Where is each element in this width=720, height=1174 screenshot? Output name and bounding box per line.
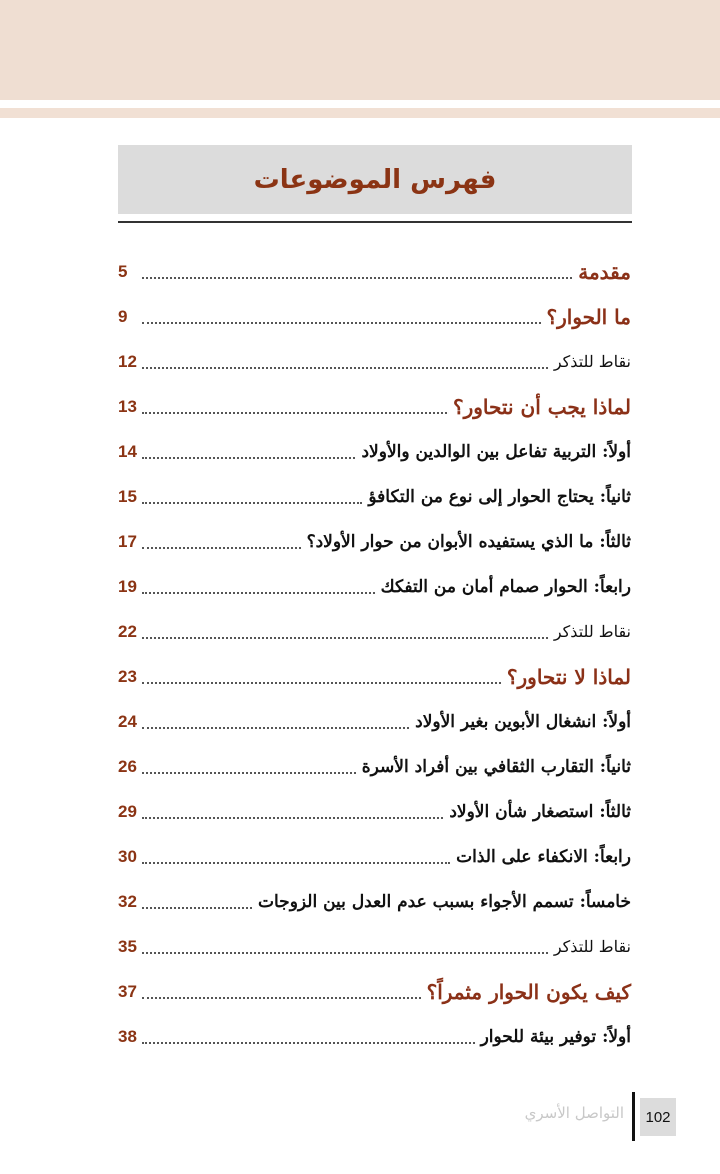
toc-entry-page: 23 [118,666,137,686]
toc-entry[interactable] [118,969,631,1014]
toc-entry[interactable] [118,699,631,744]
dot-leader [142,501,362,504]
toc-entry-label: نقاط للتذكر [553,937,631,956]
toc-entry-page: 32 [118,891,137,911]
toc-entry-label: لماذا لا نتحاور؟ [506,664,631,689]
toc-entry[interactable] [118,339,631,384]
toc-entry[interactable] [118,519,631,564]
toc-entry-page: 35 [118,936,137,956]
toc-entry[interactable] [118,744,631,789]
toc-entry-page: 29 [118,801,137,821]
toc-entry[interactable] [118,609,631,654]
toc-entry[interactable] [118,879,631,924]
dot-leader [142,906,252,909]
toc-entry-label: ثانياً: يحتاج الحوار إلى نوع من التكافؤ [368,486,631,507]
dot-leader [142,411,447,414]
toc-entry-page: 24 [118,711,137,731]
toc-entry-label: نقاط للتذكر [553,622,631,641]
toc-entry-label: رابعاً: الانكفاء على الذات [456,846,631,867]
toc-entry-label: نقاط للتذكر [553,352,631,371]
toc-entry-label: ثانياً: التقارب الثقافي بين أفراد الأسرة [361,756,631,777]
title-divider [118,221,632,223]
toc-entry[interactable] [118,294,631,339]
toc-entry-page: 30 [118,846,137,866]
dot-leader [142,456,355,459]
toc-entry-label: مقدمة [578,259,631,284]
toc-entry[interactable] [118,564,631,609]
dot-leader [142,591,375,594]
toc-entry-page: 22 [118,621,137,641]
toc-entry[interactable] [118,654,631,699]
toc-entry-label: رابعاً: الحوار صمام أمان من التفكك [380,576,631,597]
dot-leader [142,996,421,999]
dot-leader [142,1041,475,1044]
page-title: فهرس الموضوعات [253,164,497,195]
toc-entry-label: أولاً: انشغال الأبوين بغير الأولاد [415,711,631,732]
toc-entry-label: خامساً: تسمم الأجواء بسبب عدم العدل بين الزوجات [258,891,631,912]
toc-entry-page: 37 [118,981,137,1001]
toc-entry[interactable] [118,429,631,474]
top-decorative-band [0,0,720,100]
toc-entry-page: 38 [118,1026,137,1046]
page-number: 102 [640,1098,676,1136]
dot-leader [142,816,443,819]
toc-entry-page: 9 [118,306,128,326]
toc-entry-label: أولاً: التربية تفاعل بين الوالدين والأولاد [361,441,631,462]
dot-leader [142,951,548,954]
toc-entry-page: 14 [118,441,137,461]
toc-entry-page: 12 [118,351,137,371]
top-decorative-stripe [0,108,720,118]
toc-entry[interactable] [118,834,631,879]
toc-entry[interactable] [118,474,631,519]
dot-leader [142,636,548,639]
title-box [118,145,632,214]
dot-leader [142,366,548,369]
toc-entry-page: 5 [118,261,128,281]
toc-entry[interactable] [118,249,631,294]
footer-divider [632,1092,635,1141]
dot-leader [142,861,450,864]
toc-entry-label: ما الحوار؟ [546,304,631,329]
book-title: التواصل الأسري [524,1104,624,1122]
dot-leader [142,546,301,549]
toc-entry[interactable] [118,384,631,429]
toc-entry-label: كيف يكون الحوار مثمراً؟ [426,979,631,1004]
dot-leader [142,276,572,279]
toc-entry[interactable] [118,1014,631,1059]
toc-entry-page: 13 [118,396,137,416]
toc-entry-page: 15 [118,486,137,506]
dot-leader [142,726,409,729]
dot-leader [142,681,501,684]
toc-entry-page: 17 [118,531,137,551]
dot-leader [142,321,541,324]
toc-entry-label: لماذا يجب أن نتحاور؟ [453,394,631,419]
toc-entry-label: أولاً: توفير بيئة للحوار [480,1026,631,1047]
toc-entry-label: ثالثاً: استصغار شأن الأولاد [449,801,631,822]
toc-entry-page: 19 [118,576,137,596]
toc-entry[interactable] [118,924,631,969]
toc-entry[interactable] [118,789,631,834]
table-of-contents [118,249,631,1059]
toc-entry-page: 26 [118,756,137,776]
toc-entry-label: ثالثاً: ما الذي يستفيده الأبوان من حوار الأولاد؟ [306,531,631,552]
dot-leader [142,771,356,774]
